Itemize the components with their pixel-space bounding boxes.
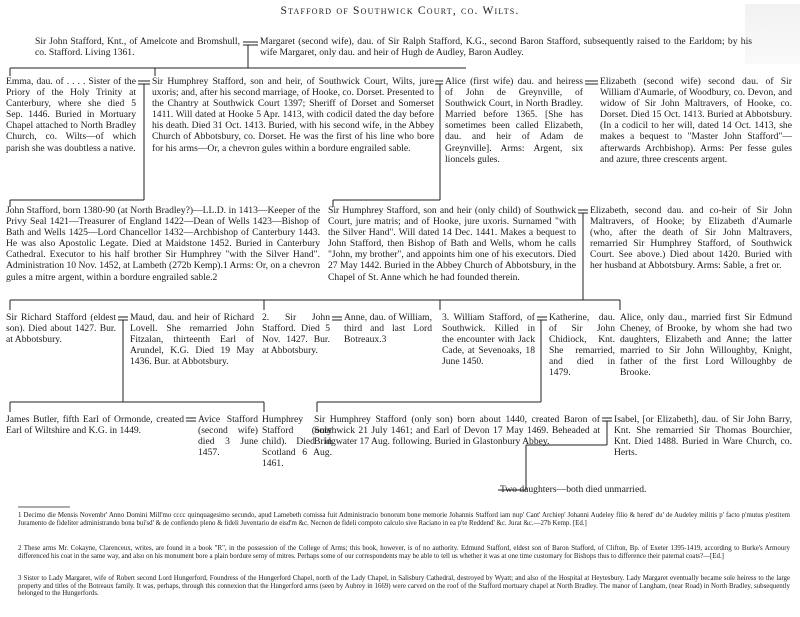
alice-cheney: Alice, only dau., married first Sir Edmund Cheney, of Brooke, by whom she had two daughters, Elizabeth and Anne; the latter married to Sir John Willoughby, Knight, father of the first Lord Willoughby de Brooke.	[620, 312, 792, 379]
emma-priory: Emma, dau. of . . . . Sister of the Priory of the Holy Trinity at Canterbury, where she died 5 Sep. 1446. Buried in Mortuary Chapel attached to North Bradley Church, co. Wilts—of which parish she was doubtless a native.	[6, 76, 136, 154]
alice-greynville: Alice (first wife) dau. and heiress of John de Greynville, of Southwick Court, in North Bradley. Married before 1365. [She has sometimes been called Elizabeth, dau. and heir of Adam de Greynville]. Arms: Argent, six lioncels gules.	[445, 76, 583, 165]
sir-john-stafford-2: 2. Sir John Stafford. Died 5 Nov. 1427. Bur. at Abbotsbury.	[262, 312, 330, 357]
james-butler-ormonde: James Butler, fifth Earl of Ormonde, created Earl of Wiltshire and K.G. in 1449.	[6, 414, 184, 437]
elizabeth-aumarle: Elizabeth (second wife) second dau. of Sir William d'Aumarle, of Woodbury, co. Devon, and widow of Sir John Maltravers, of Hooke, co. Dorset. Died 15 Oct. 1413. Buried at Abbotsbury. (In a codicil to her will, dated 14 Oct. 1413, she makes a bequest to "Master John Stafford"—afterwards Archbishop). Arms: Per fesse gules and azure, three crescents argent.	[600, 76, 792, 165]
footnote-2: 2 These arms Mr. Cokayne, Clarenceux, writes, are found in a book "R", in the possession of the College of Arms; this book, however, is of no authority. Edmund Stafford, eldest son of Baron Stafford, of Clifton, Bp. of Exeter 1395-1419, according to Burke's Armoury differenced his coat in the same way, and also on his monument bore a plain bordure semy of mitres. Perhaps some of our correspondents may be able to tell us whether it was at one time customary for Bishops thus to difference their paternal coats?—[Ed.]	[18, 545, 790, 560]
sir-humphrey-southwick: Sir Humphrey Stafford, son and heir, of Southwick Court, Wilts, jure uxoris; and, after his second marriage, of Hooke, co. Dorset. Presented to the Chantry at Southwick Court 1397; Sheriff of Dorset and Somerset 1411. Will dated at Hooke 5 Apr. 1413, with codicil dated the day before his death. Died 31 Oct. 1413. Buried, with his second wife, in the Abbey Church of Abbotsbury, co. Dorset. He was the first of his line who bore for his arms—Or, a chevron gules within a bordure engrailed sable.	[152, 76, 434, 154]
john-stafford-archbishop: John Stafford, born 1380-90 (at North Bradley?)—LL.D. in 1413—Keeper of the Privy Seal 1421—Treasurer of England 1422—Dean of Wells 1423—Bishop of Bath and Wells 1425—Lord Chancellor 1432—Archbishop of Canterbury 1443. He was also Apostolic Legate. Died at Maidstone 1452. Buried in Canterbury Cathedral. Executor to his half brother Sir Humphrey "with the Silver Hand". Administration 10 Nov. 1452, at Lambeth (272b Kemp).1 Arms: Or, on a chevron gules a mitre argent, within a bordure engrailed sable.2	[6, 205, 320, 283]
william-stafford: 3. William Stafford, of Southwick. Killed in the encounter with Jack Cade, at Sevenoaks, 18 June 1450.	[442, 312, 535, 368]
katherine-chidiock: Katherine, dau. of Sir John Chidiock, Knt. She remarried, and died in 1479.	[549, 312, 615, 379]
footnote-1: 1 Decimo die Mensis Novembr' Anno Domini Mill'mo cccc quinquagesimo secundo, apud Lamebeth comissa fuit Administracio bonorum bone memorie Johannis Stafford iam nup' Cant' Archiep' Johanni Audeley filio & hered' du' de Audeley militis p' facto p'mutus p'estitem Juramento de fideliter administrando bona bui'sd' & de confiendo pleno & fideli Juventario de eisd'm &c. Necnon de fideli compoto calculo sive Raciano in ea p'te Reddend' &c. Jurat &c.—27b Kemp. [Ed.]	[18, 512, 790, 527]
sir-richard-stafford: Sir Richard Stafford (eldest son). Died about 1427. Bur. at Abbotsbury.	[6, 312, 116, 346]
john-stafford-amelcote: Sir John Stafford, Knt., of Amelcote and Bromshull, co. Stafford. Living 1361.	[35, 36, 240, 59]
page-title: Stafford of Southwick Court, co. Wilts.	[280, 5, 520, 17]
elizabeth-maltravers: Elizabeth, second dau. and co-heir of Sir John Maltravers, of Hooke; by Elizabeth d'Aumarle (who, after the death of Sir John Maltravers, remarried Sir Humphrey Stafford, of Southwick Court. See above.) Died about 1420. Buried with her husband at Abbotsbury. Arms: Sable, a fret or.	[590, 205, 792, 272]
sir-humphrey-silver-hand: Sir Humphrey Stafford, son and heir (only child) of Southwick Court, jure matris; and of Hooke, jure uxoris. Surnamed "with the Silver Hand". Will dated 14 Dec. 1441. Makes a bequest to John Stafford, then Bishop of Bath and Wells, whom he calls "John, my brother", and appoints him one of his executors. Died 27 May 1442. Buried in the Abbey Church of Abbotsbury, in the Chapel of St. Anne which he had founded therein.	[328, 205, 576, 283]
avice-stafford: Avice Stafford (second wife) died 3 June 1457.	[198, 414, 258, 459]
isabel-barry: Isabel, [or Elizabeth], dau. of Sir John Barry, Knt. She remarried Sir Thomas Bourchier, Knt. Died 1488. Buried in Ware Church, co. Herts.	[614, 414, 792, 459]
humphrey-only-child: Humphrey Stafford (only child). Died in Scotland 6 Aug. 1461.	[262, 414, 332, 470]
anne-botreaux: Anne, dau. of William, third and last Lord Botreaux.3	[344, 312, 432, 346]
two-daughters: Two daughters—both died unmarried.	[500, 484, 647, 495]
footnote-3: 3 Sister to Lady Margaret, wife of Robert second Lord Hungerford, Foundress of the Hungerford Chapel, north of the Lady Chapel, in Salisbury Cathedral, destroyed by Wyatt; and also of the Hospital at Heytesbury. Lady Margaret eventually became sole heiress to the large property and titles of the Botreaux family. It was, perhaps, through this connexion that the Hungerford arms (seen by Aubrey in 1669) were carved on the roof of the Stafford mortuary chapel at North Bradley. The manor of Langham, (near Road) in North Bradley, subsequently belonged to the Hungerfords.	[18, 575, 790, 598]
margaret-stafford: Margaret (second wife), dau. of Sir Ralph Stafford, K.G., second Baron Stafford, subsequently raised to the Earldom; by his wife Margaret, only dau. and heir of Hugh de Audley, Baron Audley.	[260, 36, 752, 59]
maud-lovell: Maud, dau. and heir of Richard Lovell. She remarried John Fitzalan, thirteenth Earl of Arundel, K.G. Died 19 May 1436. Bur. at Abbotsbury.	[130, 312, 254, 368]
sir-humphrey-baron-southwick: Sir Humphrey Stafford (only son) born about 1440, created Baron of Southwick 21 July 1461; and Earl of Devon 17 May 1469. Beheaded at Bridgwater 17 Aug. following. Buried in Glastonbury Abbey.	[314, 414, 600, 448]
